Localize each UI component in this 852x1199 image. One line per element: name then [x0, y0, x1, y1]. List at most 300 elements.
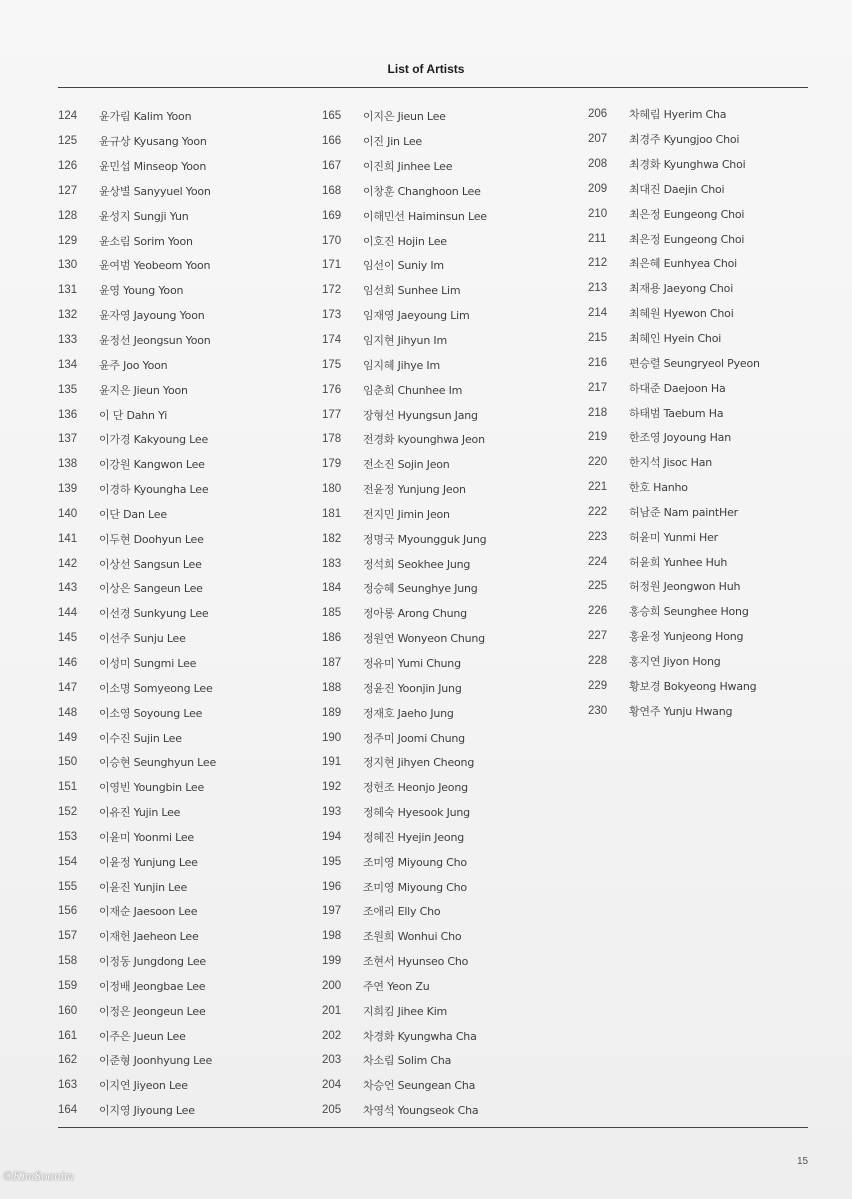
artist-row — [58, 228, 308, 253]
artist-row — [58, 998, 308, 1023]
artist-row — [322, 700, 572, 725]
artist-row — [322, 477, 572, 502]
artist-name: 임재영 Jaeyoung Lim — [363, 309, 470, 323]
artist-name: 이승현 Seunghyun Lee — [99, 756, 217, 770]
artist-row — [322, 824, 572, 849]
artist-name: 이성미 Sungmi Lee — [99, 656, 197, 670]
artist-number: 182 — [322, 532, 342, 545]
artist-number: 127 — [58, 184, 78, 197]
artist-number: 176 — [322, 383, 342, 396]
artist-row — [322, 924, 572, 949]
artist-number: 204 — [322, 1079, 342, 1092]
artist-row — [322, 601, 572, 626]
artist-row — [588, 251, 838, 276]
artist-name: 이선경 Sunkyung Lee — [99, 607, 209, 621]
artist-name: 차경화 Kyungwha Cha — [363, 1029, 477, 1043]
artist-row — [588, 276, 838, 301]
artist-number: 166 — [322, 135, 342, 148]
artist-row — [58, 700, 308, 725]
artist-row — [322, 974, 572, 999]
artist-number: 143 — [58, 582, 78, 595]
artist-number: 186 — [322, 632, 342, 645]
artist-number: 158 — [58, 955, 78, 968]
artist-number: 180 — [322, 483, 342, 496]
artist-number: 212 — [588, 257, 608, 270]
artist-name: 임지혜 Jihye Im — [363, 358, 440, 372]
artist-row — [322, 651, 572, 676]
artist-name: 윤규상 Kyusang Yoon — [99, 135, 207, 149]
artist-row — [588, 475, 838, 500]
artist-name: 전경화 kyounghwa Jeon — [363, 433, 485, 447]
artist-row — [588, 201, 838, 226]
artist-name: 전윤정 Yunjung Jeon — [363, 483, 466, 497]
artist-name: 이재헌 Jaeheon Lee — [99, 930, 199, 944]
artist-name: 이영빈 Youngbin Lee — [99, 781, 205, 795]
artist-row — [322, 1098, 572, 1123]
artist-number: 146 — [58, 656, 78, 669]
artist-row — [322, 899, 572, 924]
artist-number: 175 — [322, 358, 342, 371]
artist-number: 150 — [58, 756, 78, 769]
artist-name: 이지은 Jieun Lee — [363, 110, 446, 124]
artist-name: 윤상별 Sanyyuel Yoon — [99, 184, 211, 198]
artist-row — [588, 599, 838, 624]
artist-name: 조미영 Miyoung Cho — [363, 880, 467, 894]
artist-name: 윤자영 Jayoung Yoon — [99, 309, 205, 323]
artist-row — [58, 452, 308, 477]
artist-row — [58, 104, 308, 129]
artist-row — [58, 849, 308, 874]
artist-name: 이재순 Jaesoon Lee — [99, 905, 198, 919]
artist-row — [322, 849, 572, 874]
artist-name: 이정배 Jeongbae Lee — [99, 979, 206, 993]
artist-row — [588, 127, 838, 152]
artist-row — [322, 278, 572, 303]
artist-number: 149 — [58, 731, 78, 744]
artist-number: 135 — [58, 383, 78, 396]
artist-row — [58, 1023, 308, 1048]
artist-row — [58, 1048, 308, 1073]
artist-row — [322, 1023, 572, 1048]
artist-row — [322, 949, 572, 974]
artist-number: 169 — [322, 209, 342, 222]
artist-row — [58, 477, 308, 502]
artist-number: 195 — [322, 855, 342, 868]
artist-number: 178 — [322, 433, 342, 446]
artist-column-1 — [58, 104, 308, 1123]
artist-column-2 — [322, 104, 572, 1123]
artist-name: 이상은 Sangeun Lee — [99, 582, 203, 596]
artist-row — [58, 899, 308, 924]
artist-name: 정혜숙 Hyesook Jung — [363, 806, 470, 820]
artist-row — [322, 626, 572, 651]
artist-number: 157 — [58, 930, 78, 943]
artist-row — [322, 427, 572, 452]
artist-number: 151 — [58, 781, 78, 794]
artist-row — [588, 350, 838, 375]
artist-row — [58, 303, 308, 328]
artist-name: 홍윤정 Yunjeong Hong — [629, 630, 744, 644]
artist-name: 이강원 Kangwon Lee — [99, 458, 205, 472]
artist-name: 윤정선 Jeongsun Yoon — [99, 334, 211, 348]
artist-row — [322, 551, 572, 576]
artist-name: 임선희 Sunhee Lim — [363, 284, 461, 298]
artist-name: 허윤미 Yunmi Her — [629, 530, 719, 544]
artist-name: 정명국 Myoungguk Jung — [363, 532, 487, 546]
artist-row — [322, 526, 572, 551]
artist-name: 정윤진 Yoonjin Jung — [363, 681, 462, 695]
artist-row — [588, 624, 838, 649]
artist-row — [58, 725, 308, 750]
artist-number: 179 — [322, 458, 342, 471]
artist-row — [58, 924, 308, 949]
artist-row — [58, 352, 308, 377]
artist-name: 윤여범 Yeobeom Yoon — [99, 259, 211, 273]
artist-name: 차소림 Solim Cha — [363, 1054, 452, 1068]
artist-name: 한조영 Joyoung Han — [629, 431, 731, 445]
artist-name: 하태범 Taebum Ha — [629, 406, 724, 420]
artist-number: 221 — [588, 481, 608, 494]
artist-name: 이경하 Kyoungha Lee — [99, 483, 209, 497]
artist-number: 220 — [588, 456, 608, 469]
artist-number: 145 — [58, 632, 78, 645]
artist-row — [588, 649, 838, 674]
artist-name: 이해민선 Haiminsun Lee — [363, 209, 487, 223]
artist-number: 154 — [58, 855, 78, 868]
artist-name: 한호 Hanho — [629, 481, 688, 495]
artist-name: 임지현 Jihyun Im — [363, 334, 447, 348]
artist-row — [322, 874, 572, 899]
artist-name: 정아롱 Arong Chung — [363, 607, 467, 621]
artist-number: 194 — [322, 830, 342, 843]
artist-number: 214 — [588, 307, 608, 320]
artist-row — [322, 253, 572, 278]
artist-name: 전소진 Sojin Jeon — [363, 458, 450, 472]
artist-row — [58, 750, 308, 775]
artist-number: 198 — [322, 930, 342, 943]
page-number: 15 — [797, 1156, 809, 1167]
artist-name: 홍승희 Seunghee Hong — [629, 605, 749, 619]
artist-name: 임춘희 Chunhee Im — [363, 383, 463, 397]
artist-row — [322, 154, 572, 179]
artist-number: 139 — [58, 483, 78, 496]
artist-name: 최경화 Kyunghwa Choi — [629, 158, 746, 172]
artist-number: 126 — [58, 160, 78, 173]
artist-number: 225 — [588, 580, 608, 593]
artist-row — [58, 949, 308, 974]
artist-name: 정지현 Jihyen Cheong — [363, 756, 475, 770]
artist-row — [58, 402, 308, 427]
artist-name: 최대진 Daejin Choi — [629, 182, 725, 196]
artist-row — [322, 129, 572, 154]
artist-number: 124 — [58, 110, 78, 123]
artist-row — [588, 450, 838, 475]
artist-name: 최혜인 Hyein Choi — [629, 332, 722, 346]
artist-row — [588, 698, 838, 723]
artist-name: 전지민 Jimin Jeon — [363, 507, 450, 521]
artist-number: 172 — [322, 284, 342, 297]
artist-number: 140 — [58, 507, 78, 520]
artist-row — [58, 1073, 308, 1098]
artist-row — [588, 549, 838, 574]
artist-row — [322, 800, 572, 825]
artist-name: 정주미 Joomi Chung — [363, 731, 465, 745]
artist-row — [58, 179, 308, 204]
artist-name: 황보경 Bokyeong Hwang — [629, 679, 757, 693]
artist-name: 한지석 Jisoc Han — [629, 456, 713, 470]
artist-row — [58, 427, 308, 452]
artist-number: 134 — [58, 358, 78, 371]
artist-number: 155 — [58, 880, 78, 893]
artist-number: 222 — [588, 505, 608, 518]
bottom-rule — [58, 1127, 808, 1128]
artist-number: 196 — [322, 880, 342, 893]
artist-name: 이지연 Jiyeon Lee — [99, 1079, 188, 1093]
artist-name: 주연 Yeon Zu — [363, 979, 430, 993]
artist-number: 165 — [322, 110, 342, 123]
artist-row — [588, 425, 838, 450]
artist-number: 229 — [588, 679, 608, 692]
artist-row — [588, 102, 838, 127]
artist-number: 162 — [58, 1054, 78, 1067]
artist-name: 차혜림 Hyerim Cha — [629, 108, 727, 122]
artist-row — [322, 328, 572, 353]
artist-number: 160 — [58, 1004, 78, 1017]
artist-row — [322, 502, 572, 527]
artist-row — [322, 402, 572, 427]
artist-row — [322, 1048, 572, 1073]
artist-name: 정석희 Seokhee Jung — [363, 557, 471, 571]
artist-name: 이진희 Jinhee Lee — [363, 160, 453, 174]
artist-number: 148 — [58, 706, 78, 719]
artist-name: 윤소림 Sorim Yoon — [99, 234, 193, 248]
artist-row — [588, 152, 838, 177]
artist-name: 이윤진 Yunjin Lee — [99, 880, 188, 894]
artist-row — [58, 974, 308, 999]
artist-number: 147 — [58, 681, 78, 694]
artist-number: 228 — [588, 654, 608, 667]
artist-name: 차승언 Seungean Cha — [363, 1079, 476, 1093]
artist-number: 128 — [58, 209, 78, 222]
artist-number: 211 — [588, 232, 607, 245]
artist-number: 223 — [588, 530, 608, 543]
artist-row — [58, 328, 308, 353]
artist-name: 허정원 Jeongwon Huh — [629, 580, 741, 594]
artist-name: 이창훈 Changhoon Lee — [363, 184, 481, 198]
artist-number: 203 — [322, 1054, 342, 1067]
artist-number: 133 — [58, 334, 78, 347]
artist-name: 차영석 Youngseok Cha — [363, 1104, 479, 1118]
artist-number: 210 — [588, 207, 608, 220]
artist-row — [588, 500, 838, 525]
artist-row — [58, 800, 308, 825]
artist-name: 이호진 Hojin Lee — [363, 234, 447, 248]
artist-name: 정재호 Jaeho Jung — [363, 706, 454, 720]
artist-row — [322, 303, 572, 328]
artist-number: 191 — [322, 756, 342, 769]
artist-number: 188 — [322, 681, 342, 694]
artist-number: 129 — [58, 234, 78, 247]
top-rule — [58, 87, 808, 88]
watermark: ©KimSoonim — [3, 1168, 74, 1183]
artist-number: 197 — [322, 905, 342, 918]
artist-name: 황연주 Yunju Hwang — [629, 704, 733, 718]
artist-row — [588, 574, 838, 599]
artist-name: 이정은 Jeongeun Lee — [99, 1004, 206, 1018]
artist-row — [58, 154, 308, 179]
artist-number: 208 — [588, 158, 608, 171]
artist-name: 조애리 Elly Cho — [363, 905, 441, 919]
artist-number: 136 — [58, 408, 78, 421]
artist-name: 이윤미 Yoonmi Lee — [99, 830, 195, 844]
artist-row — [322, 104, 572, 129]
artist-name: 허윤희 Yunhee Huh — [629, 555, 728, 569]
artist-row — [322, 179, 572, 204]
artist-number: 230 — [588, 704, 608, 717]
artist-number: 209 — [588, 182, 608, 195]
artist-name: 이지영 Jiyoung Lee — [99, 1104, 195, 1118]
artist-name: 허남준 Nam paintHer — [629, 505, 738, 519]
artist-number: 170 — [322, 234, 342, 247]
artist-name: 이가경 Kakyoung Lee — [99, 433, 209, 447]
artist-row — [58, 775, 308, 800]
artist-number: 141 — [58, 532, 78, 545]
artist-name: 윤주 Joo Yoon — [99, 358, 168, 372]
artist-row — [58, 874, 308, 899]
artist-name: 정헌조 Heonjo Jeong — [363, 781, 468, 795]
artist-row — [58, 824, 308, 849]
artist-number: 171 — [322, 259, 342, 272]
artist-row — [58, 1098, 308, 1123]
artist-number: 217 — [588, 381, 608, 394]
artist-row — [58, 551, 308, 576]
artist-number: 192 — [322, 781, 342, 794]
artist-row — [322, 576, 572, 601]
artist-row — [58, 576, 308, 601]
artist-number: 153 — [58, 830, 78, 843]
artist-number: 227 — [588, 630, 608, 643]
artist-number: 144 — [58, 607, 78, 620]
artist-name: 조원희 Wonhui Cho — [363, 930, 462, 944]
artist-row — [588, 177, 838, 202]
artist-name: 지희킴 Jihee Kim — [363, 1004, 448, 1018]
artist-name: 정원연 Wonyeon Chung — [363, 632, 485, 646]
artist-number: 125 — [58, 135, 78, 148]
artist-row — [588, 326, 838, 351]
artist-row — [58, 526, 308, 551]
artist-name: 하대준 Daejoon Ha — [629, 381, 726, 395]
artist-number: 213 — [588, 282, 608, 295]
artist-row — [322, 203, 572, 228]
artist-name: 이소영 Soyoung Lee — [99, 706, 203, 720]
artist-row — [58, 278, 308, 303]
artist-number: 184 — [322, 582, 342, 595]
artist-name: 윤민섭 Minseop Yoon — [99, 160, 207, 174]
artist-name: 이단 Dan Lee — [99, 507, 167, 521]
artist-row — [322, 228, 572, 253]
artist-row — [58, 675, 308, 700]
artist-row — [588, 524, 838, 549]
artist-name: 이 단 Dahn Yi — [99, 408, 168, 422]
artist-number: 163 — [58, 1079, 78, 1092]
artist-number: 216 — [588, 356, 608, 369]
artist-name: 이유진 Yujin Lee — [99, 806, 181, 820]
artist-number: 205 — [322, 1104, 342, 1117]
artist-row — [588, 673, 838, 698]
artist-number: 189 — [322, 706, 342, 719]
artist-row — [588, 400, 838, 425]
artist-name: 이소명 Somyeong Lee — [99, 681, 213, 695]
artist-name: 이두현 Doohyun Lee — [99, 532, 204, 546]
artist-row — [58, 377, 308, 402]
artist-row — [58, 129, 308, 154]
artist-number: 224 — [588, 555, 608, 568]
artist-name: 조미영 Miyoung Cho — [363, 855, 467, 869]
artist-row — [322, 675, 572, 700]
artist-number: 173 — [322, 309, 342, 322]
artist-number: 168 — [322, 184, 342, 197]
artist-number: 177 — [322, 408, 342, 421]
artist-row — [588, 301, 838, 326]
artist-number: 130 — [58, 259, 78, 272]
artist-name: 윤영 Young Yoon — [99, 284, 184, 298]
artist-number: 159 — [58, 979, 78, 992]
page-title: List of Artists — [387, 62, 465, 76]
artist-name: 이주은 Jueun Lee — [99, 1029, 186, 1043]
artist-name: 이선주 Sunju Lee — [99, 632, 186, 646]
artist-number: 142 — [58, 557, 78, 570]
artist-row — [58, 253, 308, 278]
artist-number: 152 — [58, 806, 78, 819]
artist-number: 174 — [322, 334, 342, 347]
artist-number: 132 — [58, 309, 78, 322]
artist-name: 최혜원 Hyewon Choi — [629, 307, 734, 321]
artist-number: 200 — [322, 979, 342, 992]
artist-row — [322, 775, 572, 800]
artist-name: 최재용 Jaeyong Choi — [629, 282, 734, 296]
artist-row — [58, 502, 308, 527]
artist-name: 이정동 Jungdong Lee — [99, 955, 206, 969]
artist-name: 이윤정 Yunjung Lee — [99, 855, 198, 869]
artist-number: 215 — [588, 332, 608, 345]
artist-number: 187 — [322, 656, 342, 669]
artist-row — [322, 750, 572, 775]
artist-number: 131 — [58, 284, 78, 297]
artist-number: 167 — [322, 160, 342, 173]
artist-name: 윤성지 Sungji Yun — [99, 209, 189, 223]
artist-row — [322, 998, 572, 1023]
artist-name: 임선이 Suniy Im — [363, 259, 444, 273]
artist-row — [322, 377, 572, 402]
artist-number: 183 — [322, 557, 342, 570]
artist-number: 218 — [588, 406, 608, 419]
artist-number: 219 — [588, 431, 608, 444]
artist-row — [322, 725, 572, 750]
artist-name: 이준형 Joonhyung Lee — [99, 1054, 213, 1068]
artist-row — [58, 203, 308, 228]
artist-name: 최은혜 Eunhyea Choi — [629, 257, 737, 271]
artist-number: 138 — [58, 458, 78, 471]
artist-row — [322, 452, 572, 477]
artist-row — [58, 626, 308, 651]
artist-row — [322, 352, 572, 377]
artist-number: 199 — [322, 955, 342, 968]
artist-number: 156 — [58, 905, 78, 918]
artist-number: 190 — [322, 731, 342, 744]
artist-name: 조현서 Hyunseo Cho — [363, 955, 469, 969]
artist-number: 137 — [58, 433, 78, 446]
artist-name: 윤가림 Kalim Yoon — [99, 110, 192, 124]
